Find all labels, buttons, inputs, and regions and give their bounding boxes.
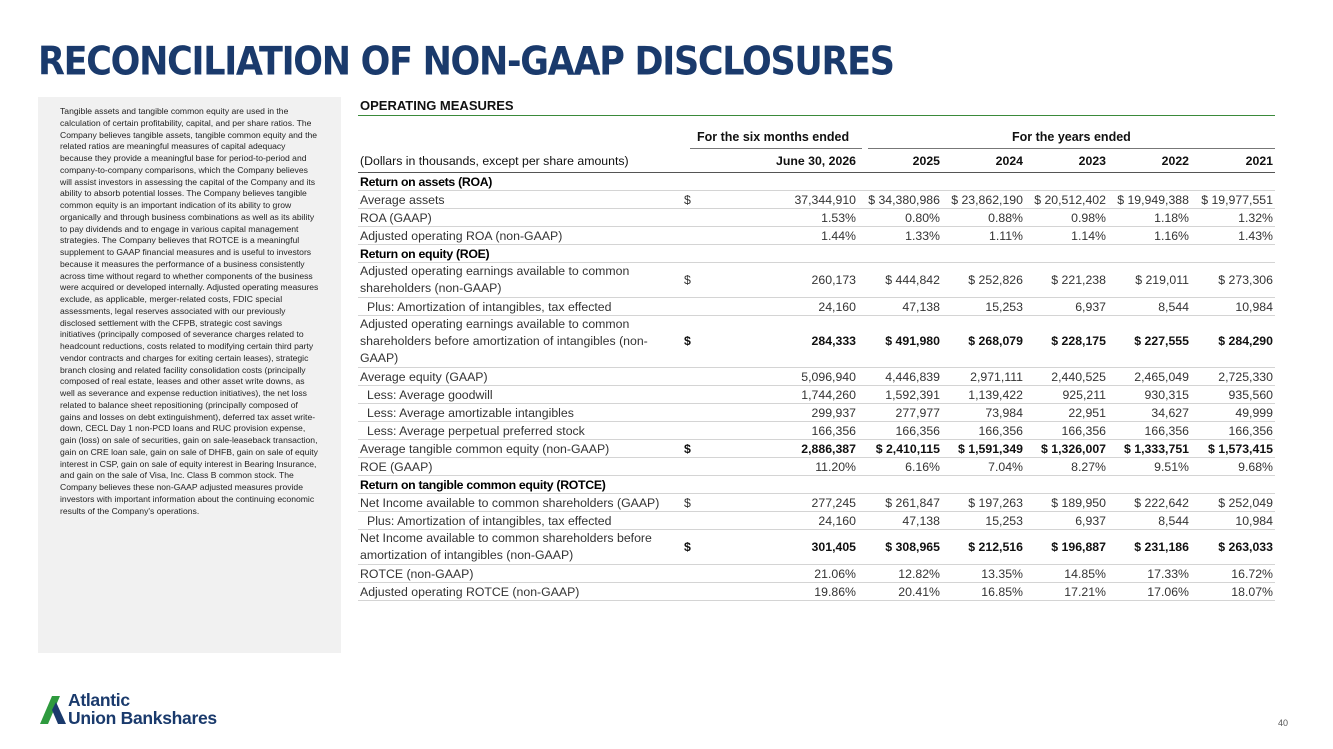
value-cell: 1.32%	[1238, 210, 1273, 225]
value-cell: 16.85%	[981, 584, 1023, 599]
value-cell: 0.98%	[1071, 210, 1106, 225]
currency-symbol	[682, 298, 696, 316]
column-header: 2022	[1161, 154, 1189, 168]
value-cell: $ 34,380,986	[868, 192, 940, 207]
currency-symbol	[682, 583, 696, 601]
page-title: RECONCILIATION OF NON-GAAP DISCLOSURES	[38, 40, 894, 85]
value-cell: 1,592,391	[885, 387, 940, 402]
table-row	[358, 386, 1275, 404]
value-cell: 301,405	[811, 539, 856, 554]
table-row	[358, 298, 1275, 316]
value-cell: $ 228,175	[1051, 334, 1106, 348]
currency-symbol	[682, 512, 696, 530]
currency-symbol	[682, 458, 696, 476]
value-cell: $ 222,642	[1134, 495, 1189, 510]
currency-symbol: $	[684, 539, 691, 554]
value-cell: 9.68%	[1238, 459, 1273, 474]
table-row	[358, 583, 1275, 601]
units-label: (Dollars in thousands, except per share amounts)	[360, 154, 629, 168]
value-cell: 34,627	[1151, 405, 1189, 420]
value-cell: 17.21%	[1064, 584, 1106, 599]
value-cell: 13.35%	[981, 566, 1023, 581]
value-cell: $ 1,333,751	[1124, 441, 1189, 456]
row-label: Average tangible common equity (non-GAAP)	[360, 441, 610, 456]
table-row	[358, 263, 1275, 298]
table-header-row	[358, 150, 1275, 173]
value-cell: $ 273,306	[1218, 272, 1273, 287]
value-cell: 1.18%	[1154, 210, 1189, 225]
row-label: Net Income available to common shareholders before amortization of intangibles (non-GAAP)	[360, 531, 652, 562]
value-cell: 1.43%	[1238, 228, 1273, 243]
value-cell: $ 2,410,115	[875, 441, 940, 456]
value-cell: 277,245	[811, 495, 856, 510]
value-cell: 47,138	[902, 299, 940, 314]
value-cell: 284,333	[811, 334, 856, 348]
disclosure-note-text: Tangible assets and tangible common equity are used in the calculation of certain profitability, capital, and per share ratios. The Company believes tangible assets, tangible common equity and the related ratios are meaningful measures of capital adequacy because they provide a meaningful base for period-to-period and company-to-company comparisons, which the Company believes will assist investors in assessing the capital of the Company and its ability to absorb potential losses. The Company believes tangible common equity is an important indication of its ability to grow organically and through business combinations as well as its ability to pay dividends and to engage in various capital management strategies. The Company believes that ROTCE is a meaningful supplement to GAAP financial measures and is useful to investors because it measures the performance of a business consistently across time without regard to whether components of the business were acquired or developed internally. Adjusted operating measures exclude, as applicable, merger-related costs, FDIC special assessments, legal reserves associated with our previously disclosed settlement with the CFPB, strategic cost savings initiatives (principally composed of severance charges related to headcount reductions, costs related to modifying certain third party vendor contracts and charges for exiting certain leases), strategic branch closing and related facility consolidation costs (principally composed of real estate, leases and other asset write downs, as well as severance and expense reduction initiatives), the net loss related to balance sheet repositioning (principally composed of gains and losses on debt extinguishment), deferred tax asset write-down, CECL Day 1 non-PCD loans and RUC provision expense, gain (loss) on sale of securities, gain on sale-leaseback transaction, gain on CRE loan sale, gain on sale of DHFB, gain on sale of equity interest in CSP, gain on sale of equity interest in Bearing Insurance, and gain on the sale of Visa, Inc. Class B common stock. The Company believes these non-GAAP adjusted measures provide investors with important information about the continuing economic results of the Company's operations.	[60, 106, 319, 516]
currency-symbol: $	[684, 441, 691, 456]
value-cell: $ 196,887	[1051, 539, 1106, 554]
row-label: ROE (GAAP)	[360, 459, 433, 474]
value-cell: 166,356	[1144, 423, 1189, 438]
value-cell: 19.86%	[814, 584, 856, 599]
value-cell: 166,356	[1061, 423, 1106, 438]
operating-measures-table	[358, 150, 1275, 601]
section-row	[358, 173, 1275, 191]
row-label: Net Income available to common shareholders (GAAP)	[360, 495, 660, 510]
column-header: 2021	[1245, 154, 1273, 168]
value-cell: 299,937	[811, 405, 856, 420]
value-cell: 6,937	[1075, 513, 1106, 528]
currency-symbol: $	[684, 272, 691, 287]
value-cell: $ 491,980	[885, 334, 940, 348]
value-cell: 935,560	[1228, 387, 1273, 402]
value-cell: $ 263,033	[1218, 539, 1273, 554]
currency-symbol	[682, 565, 696, 583]
value-cell: 4,446,839	[885, 369, 940, 384]
value-cell: 166,356	[1228, 423, 1273, 438]
value-cell: 8,544	[1158, 299, 1189, 314]
value-cell: $ 284,290	[1218, 334, 1273, 348]
value-cell: 17.06%	[1147, 584, 1189, 599]
value-cell: 2,440,525	[1051, 369, 1106, 384]
table-row	[358, 227, 1275, 245]
value-cell: $ 231,186	[1134, 539, 1189, 554]
value-cell: 11.20%	[815, 459, 856, 474]
section-label: Return on equity (ROE)	[360, 246, 490, 261]
value-cell: 21.06%	[814, 566, 856, 581]
value-cell: $ 20,512,402	[1034, 192, 1106, 207]
value-cell: 47,138	[902, 513, 940, 528]
value-cell: 260,173	[811, 272, 856, 287]
value-cell: 1.14%	[1071, 228, 1106, 243]
currency-symbol: $	[684, 334, 691, 348]
value-cell: $ 212,516	[968, 539, 1023, 554]
currency-symbol	[682, 422, 696, 440]
value-cell: 930,315	[1144, 387, 1189, 402]
value-cell: 24,160	[818, 299, 856, 314]
row-label: Adjusted operating earnings available to common shareholders before amortization of intangibles (non-GAAP)	[360, 317, 648, 365]
value-cell: 925,211	[1062, 387, 1106, 402]
value-cell: 37,344,910	[794, 192, 856, 207]
value-cell: 73,984	[985, 405, 1023, 420]
table-row	[358, 316, 1275, 368]
row-label: Plus: Amortization of intangibles, tax effected	[367, 513, 612, 528]
value-cell: 1,139,422	[968, 387, 1023, 402]
column-header: 2025	[912, 154, 940, 168]
value-cell: 6,937	[1075, 299, 1106, 314]
value-cell: 12.82%	[898, 566, 940, 581]
row-label: Adjusted operating earnings available to common shareholders (non-GAAP)	[360, 264, 630, 295]
value-cell: 277,977	[895, 405, 940, 420]
value-cell: 5,096,940	[801, 369, 856, 384]
row-label: Adjusted operating ROA (non-GAAP)	[360, 228, 563, 243]
table-row	[358, 368, 1275, 386]
value-cell: $ 19,977,551	[1201, 192, 1273, 207]
row-label: Less: Average amortizable intangibles	[367, 405, 574, 420]
value-cell: 1.16%	[1154, 228, 1189, 243]
value-cell: 17.33%	[1147, 566, 1189, 581]
section-title: OPERATING MEASURES	[360, 98, 514, 113]
value-cell: 24,160	[818, 513, 856, 528]
table-row	[358, 565, 1275, 583]
value-cell: $ 1,591,349	[958, 441, 1023, 456]
value-cell: $ 308,965	[885, 539, 940, 554]
value-cell: $ 197,263	[968, 495, 1023, 510]
currency-symbol: $	[684, 192, 691, 207]
page-number: 40	[1278, 718, 1289, 728]
value-cell: $ 189,950	[1051, 495, 1106, 510]
row-label: Plus: Amortization of intangibles, tax effected	[367, 299, 612, 314]
table-row	[358, 191, 1275, 209]
value-cell: 6.16%	[905, 459, 940, 474]
row-label: Less: Average goodwill	[367, 387, 493, 402]
value-cell: $ 252,049	[1218, 495, 1273, 510]
value-cell: 2,465,049	[1134, 369, 1189, 384]
six-months-header-underline	[690, 148, 862, 149]
company-logo-wordmark	[68, 692, 217, 727]
value-cell: 20.41%	[898, 584, 940, 599]
value-cell: 15,253	[985, 299, 1023, 314]
value-cell: 166,356	[895, 423, 940, 438]
value-cell: 15,253	[985, 513, 1023, 528]
value-cell: 2,725,330	[1218, 369, 1273, 384]
value-cell: 2,886,387	[801, 441, 856, 456]
row-label: Less: Average perpetual preferred stock	[367, 423, 585, 438]
value-cell: 2,971,111	[970, 369, 1023, 384]
value-cell: 9.51%	[1154, 459, 1189, 474]
section-label: Return on assets (ROA)	[360, 174, 493, 189]
value-cell: 18.07%	[1231, 584, 1273, 599]
table-row	[358, 404, 1275, 422]
value-cell: 0.80%	[905, 210, 940, 225]
value-cell: 1.11%	[989, 228, 1023, 243]
column-header: 2024	[995, 154, 1023, 168]
six-months-group-header: For the six months ended	[697, 130, 850, 144]
value-cell: 10,984	[1235, 513, 1273, 528]
value-cell: $ 227,555	[1134, 334, 1189, 348]
value-cell: $ 1,326,007	[1041, 441, 1106, 456]
value-cell: 1.53%	[821, 210, 856, 225]
years-header-underline	[868, 148, 1275, 149]
table-row	[358, 494, 1275, 512]
value-cell: $ 221,238	[1051, 272, 1106, 287]
column-header: June 30, 2026	[776, 154, 856, 168]
table-row	[358, 422, 1275, 440]
row-label: ROA (GAAP)	[360, 210, 432, 225]
value-cell: 14.85%	[1064, 566, 1106, 581]
value-cell: 16.72%	[1231, 566, 1273, 581]
column-header: 2023	[1078, 154, 1106, 168]
value-cell: 8.27%	[1071, 459, 1106, 474]
value-cell: 166,356	[978, 423, 1023, 438]
row-label: ROTCE (non-GAAP)	[360, 566, 474, 581]
section-row	[358, 476, 1275, 494]
currency-symbol	[682, 227, 696, 245]
table-row	[358, 209, 1275, 227]
currency-symbol	[682, 368, 696, 386]
value-cell: $ 19,949,388	[1117, 192, 1189, 207]
value-cell: $ 23,862,190	[951, 192, 1023, 207]
value-cell: 7.04%	[988, 459, 1023, 474]
value-cell: 49,999	[1235, 405, 1273, 420]
value-cell: $ 1,573,415	[1208, 441, 1273, 456]
value-cell: 166,356	[811, 423, 856, 438]
value-cell: 8,544	[1158, 513, 1189, 528]
value-cell: 10,984	[1235, 299, 1273, 314]
currency-symbol	[682, 386, 696, 404]
currency-symbol	[682, 404, 696, 422]
currency-symbol: $	[684, 495, 691, 510]
section-label: Return on tangible common equity (ROTCE)	[360, 477, 606, 492]
value-cell: 1.44%	[821, 228, 856, 243]
value-cell: 22,951	[1068, 405, 1106, 420]
table-row	[358, 440, 1275, 458]
years-group-header: For the years ended	[1012, 130, 1131, 144]
table-row	[358, 512, 1275, 530]
currency-symbol	[682, 209, 696, 227]
row-label: Adjusted operating ROTCE (non-GAAP)	[360, 584, 580, 599]
value-cell: $ 268,079	[968, 334, 1023, 348]
section-row	[358, 245, 1275, 263]
row-label: Average assets	[360, 192, 445, 207]
value-cell: $ 444,842	[885, 272, 940, 287]
logo-line-2: Union Bankshares	[68, 707, 217, 728]
table-row	[358, 530, 1275, 565]
value-cell: $ 252,826	[968, 272, 1023, 287]
value-cell: 0.88%	[988, 210, 1023, 225]
row-label: Average equity (GAAP)	[360, 369, 488, 384]
section-divider	[358, 115, 1275, 116]
value-cell: 1,744,260	[801, 387, 856, 402]
value-cell: 1.33%	[905, 228, 940, 243]
disclosure-note-panel	[38, 97, 341, 653]
logo-line-1: Atlantic	[68, 690, 130, 710]
value-cell: $ 219,011	[1135, 272, 1189, 287]
value-cell: $ 261,847	[885, 495, 940, 510]
table-row	[358, 458, 1275, 476]
